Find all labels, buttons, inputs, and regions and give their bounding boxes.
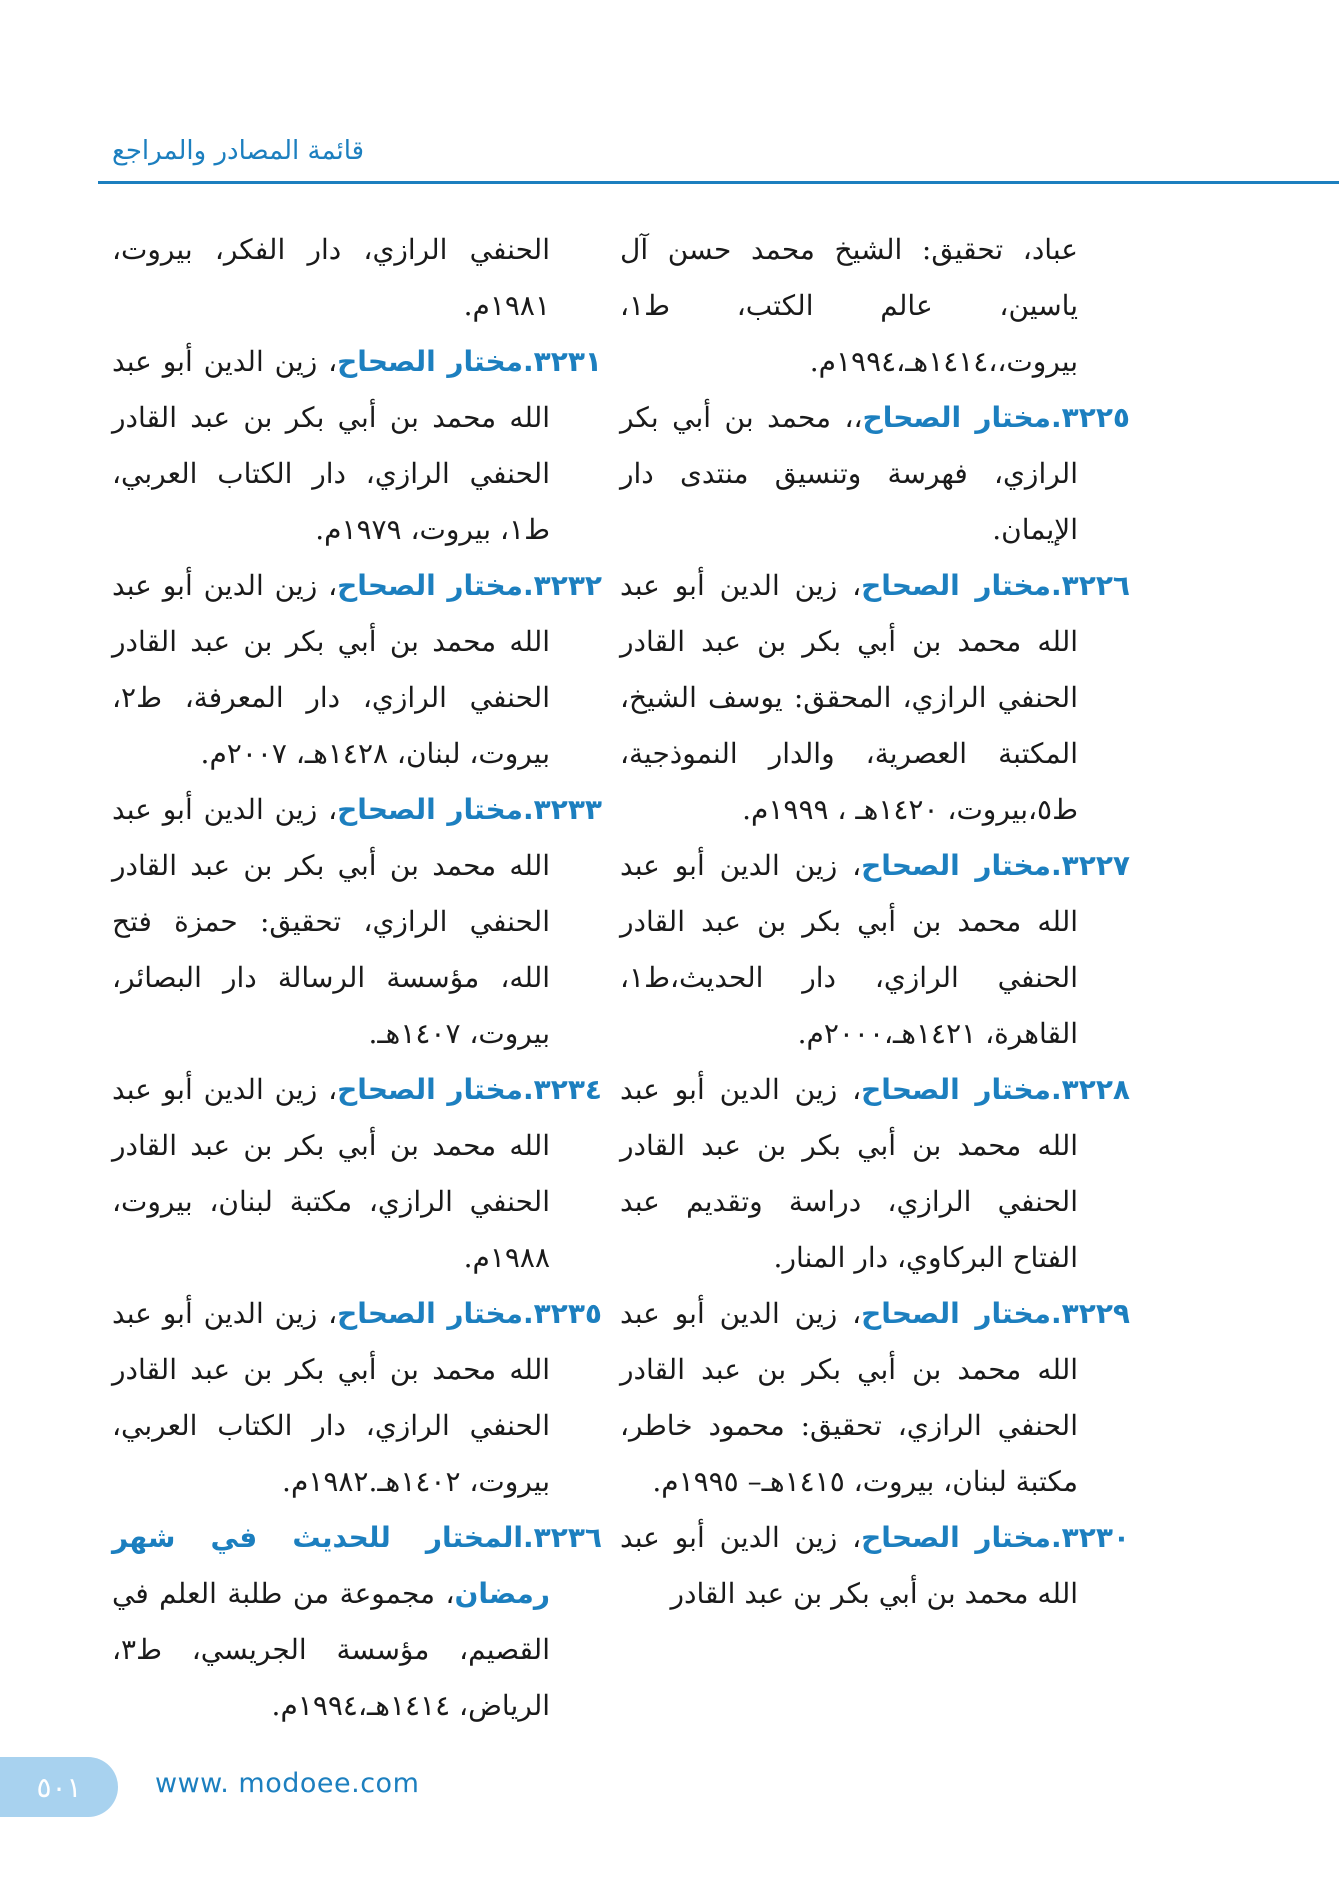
- entry-text: ، زين الدين أبو عبد الله محمد بن أبي بكر بن عبد القادر الحنفي الرازي، مكتبة لبنان، بيروت، ١٩٨٨م.: [112, 1073, 550, 1274]
- running-header-title: قائمة المصادر والمراجع: [112, 136, 365, 166]
- entry-number: ٣٢٣١.: [523, 345, 602, 378]
- bibliography-entry: [112, 782, 602, 1062]
- entry-title: مختار الصحاح: [861, 1073, 1051, 1106]
- entry-number: ٣٢٢٦.: [1051, 569, 1130, 602]
- bibliography-entry: [620, 390, 1130, 558]
- bibliography-entry: [112, 1062, 602, 1286]
- entry-number: ٣٢٣٦.: [523, 1521, 602, 1554]
- entry-text: ، زين الدين أبو عبد الله محمد بن أبي بكر بن عبد القادر الحنفي الرازي، دار الكتاب العربي، ط١، بيروت، ١٩٧٩م.: [112, 345, 550, 546]
- left-column: [112, 222, 602, 1734]
- entry-title: مختار الصحاح: [861, 1521, 1051, 1554]
- bibliography-entry: [112, 558, 602, 782]
- header-divider: [98, 181, 1339, 184]
- entry-title: مختار الصحاح: [337, 569, 523, 602]
- entry-title: مختار الصحاح: [862, 401, 1051, 434]
- page-number-badge: [0, 1757, 118, 1817]
- website-link[interactable]: www. modoee.com: [155, 1768, 420, 1799]
- entry-number: ٣٢٢٥.: [1051, 401, 1130, 434]
- bibliography-entry: [112, 334, 602, 558]
- entry-text: ،، محمد بن أبي بكر الرازي، فهرسة وتنسيق منتدى دار الإيمان.: [620, 401, 1078, 546]
- entry-text: ، زين الدين أبو عبد الله محمد بن أبي بكر بن عبد القادر الحنفي الرازي، تحقيق: محمود خاطر، مكتبة لبنان، بيروت، ١٤١٥هـ– ١٩٩٥م.: [620, 1297, 1078, 1498]
- entry-number: ٣٢٣٤.: [523, 1073, 602, 1106]
- entry-title: المختار للحديث في شهر رمضان: [112, 1521, 550, 1610]
- entry-title: مختار الصحاح: [337, 345, 523, 378]
- entry-title: مختار الصحاح: [337, 1073, 523, 1106]
- entry-number: ٣٢٣٣.: [523, 793, 602, 826]
- entry-text: ، مجموعة من طلبة العلم في القصيم، مؤسسة الجريسي، ط٣، الرياض، ١٤١٤هـ،١٩٩٤م.: [112, 1577, 550, 1722]
- bibliography-entry: [620, 1510, 1130, 1622]
- entry-title: مختار الصحاح: [861, 1297, 1051, 1330]
- entry-text: ، زين الدين أبو عبد الله محمد بن أبي بكر بن عبد القادر: [620, 1521, 1078, 1610]
- entry-title: مختار الصحاح: [861, 569, 1051, 602]
- page-number: ٥٠١: [36, 1770, 82, 1804]
- entry-text: ، زين الدين أبو عبد الله محمد بن أبي بكر بن عبد القادر الحنفي الرازي، دراسة وتقديم عبد الفتاح البركاوي، دار المنار.: [620, 1073, 1078, 1274]
- bibliography-entry: [620, 558, 1130, 838]
- bibliography-entry: [620, 838, 1130, 1062]
- entry-number: ٣٢٢٨.: [1051, 1073, 1130, 1106]
- bibliography-entry: [112, 1286, 602, 1510]
- entry-text: ، زين الدين أبو عبد الله محمد بن أبي بكر بن عبد القادر الحنفي الرازي، دار الكتاب العربي، بيروت، ١٤٠٢هـ.١٩٨٢م.: [112, 1297, 550, 1498]
- bibliography-entry: [620, 1062, 1130, 1286]
- bibliography-entry: [112, 1510, 602, 1734]
- entry-number: ٣٢٣٥.: [523, 1297, 602, 1330]
- right-column: [620, 222, 1130, 1622]
- entry-number: ٣٢٣٢.: [523, 569, 602, 602]
- entry-title: مختار الصحاح: [337, 1297, 523, 1330]
- bibliography-entry: [620, 1286, 1130, 1510]
- continuation-text: الحنفي الرازي، دار الفكر، بيروت، ١٩٨١م.: [112, 233, 550, 322]
- continuation-text: عباد، تحقيق: الشيخ محمد حسن آل ياسين، عالم الكتب، ط١، بيروت،،١٤١٤هـ،١٩٩٤م.: [620, 233, 1078, 378]
- entry-text: ، زين الدين أبو عبد الله محمد بن أبي بكر بن عبد القادر الحنفي الرازي، تحقيق: حمزة فتح الله، مؤسسة الرسالة دار البصائر، بيروت، ١٤٠٧هـ.: [112, 793, 550, 1050]
- entry-number: ٣٢٢٧.: [1051, 849, 1130, 882]
- entry-text: ، زين الدين أبو عبد الله محمد بن أبي بكر بن عبد القادر الحنفي الرازي، دار الحديث،ط١، القاهرة، ١٤٢١هـ،٢٠٠٠م.: [620, 849, 1078, 1050]
- entry-number: ٣٢٢٩.: [1051, 1297, 1130, 1330]
- entry-text: ، زين الدين أبو عبد الله محمد بن أبي بكر بن عبد القادر الحنفي الرازي، المحقق: يوسف الشيخ، المكتبة العصرية، والدار النموذجية، ط٥،بيروت، ١٤٢٠هـ ، ١٩٩٩م.: [620, 569, 1078, 826]
- entry-number: ٣٢٣٠.: [1051, 1521, 1130, 1554]
- entry-title: مختار الصحاح: [337, 793, 523, 826]
- entry-text: ، زين الدين أبو عبد الله محمد بن أبي بكر بن عبد القادر الحنفي الرازي، دار المعرفة، ط٢، بيروت، لبنان، ١٤٢٨هـ، ٢٠٠٧م.: [112, 569, 550, 770]
- entry-title: مختار الصحاح: [861, 849, 1051, 882]
